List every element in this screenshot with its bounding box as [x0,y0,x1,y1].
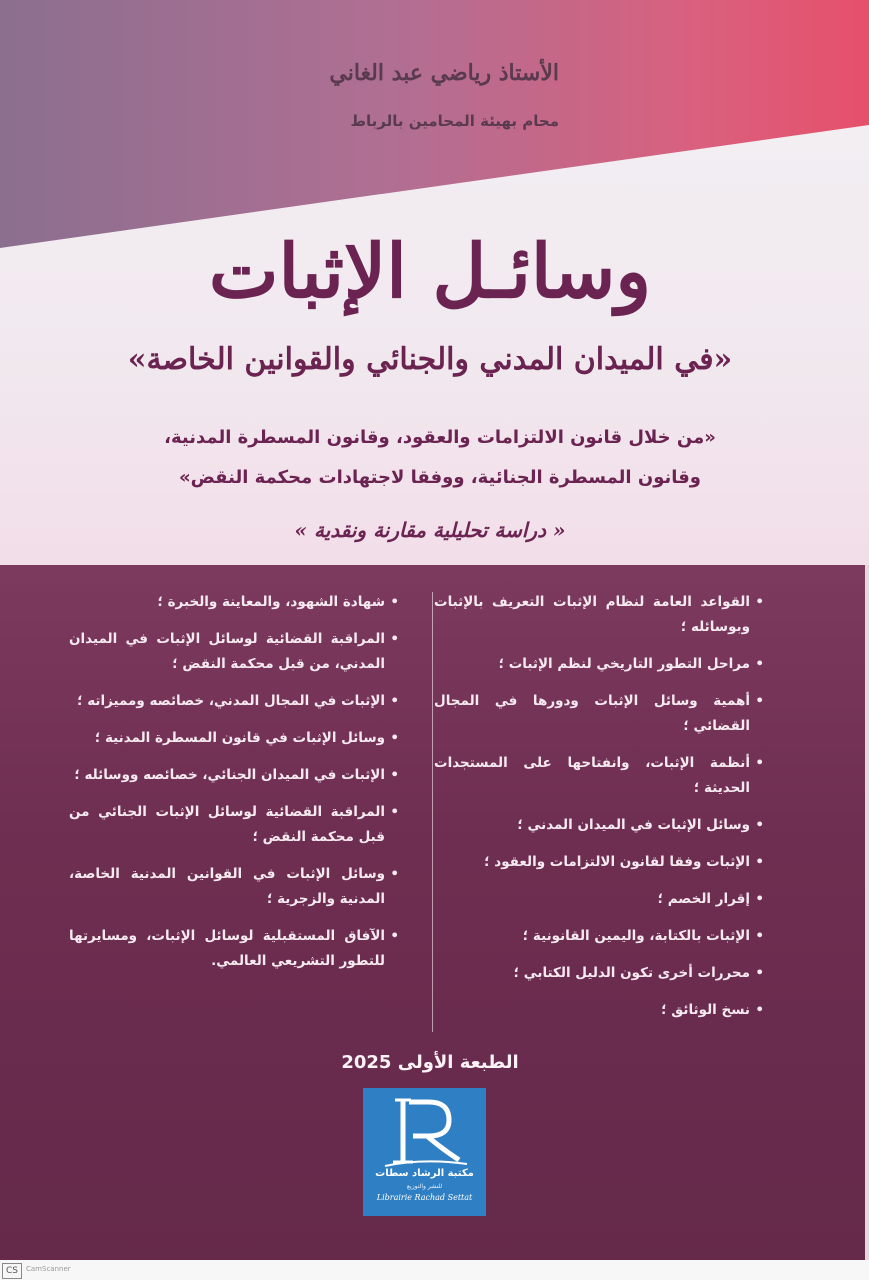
publisher-name-latin: Librairie Rachad Settat [376,1193,473,1202]
list-item: • القواعد العامة لنظام الإثبات التعريف بالإثبات وبوسائله ؛ [434,590,764,640]
list-item: • وسائل الإثبات في القوانين المدنية الخاصة، المدنية والزجرية ؛ [69,862,399,912]
list-item: • الآفاق المستقبلية لوسائل الإثبات، ومسايرتها للتطور التشريعي العالمي. [69,924,399,974]
list-item: • أهمية وسائل الإثبات ودورها في المجال القضائي ؛ [434,689,764,739]
list-item: • محررات أخرى تكون الدليل الكتابي ؛ [434,961,764,986]
list-item: • وسائل الإثبات في قانون المسطرة المدنية ؛ [69,726,399,751]
list-item: • مراحل التطور التاريخي لنظم الإثبات ؛ [434,652,764,677]
scanner-badge: CS [2,1263,22,1279]
list-item: • أنظمة الإثبات، وانفتاحها على المستجدات الحديثة ؛ [434,751,764,801]
column-divider [432,592,433,1032]
book-scope [140,418,740,498]
scope-line-2: وقانون المسطرة الجنائية، ووفقا لاجتهادات محكمة النقض» [179,467,701,488]
list-item: • نسخ الوثائق ؛ [434,998,764,1023]
publisher-logo [363,1088,486,1216]
contents-left-column [69,590,399,986]
author-name: الأستاذ رياضي عبد الغاني [329,60,559,86]
scanner-footer [0,1260,869,1280]
scanner-text: CamScanner [26,1265,71,1273]
list-item: • وسائل الإثبات في الميدان المدني ؛ [434,813,764,838]
list-item: • الإثبات وفقا لقانون الالتزامات والعقود ؛ [434,850,764,875]
list-item: • الإثبات في الميدان الجنائي، خصائصه ووسائله ؛ [69,763,399,788]
publisher-monogram-icon [363,1088,486,1170]
scope-line-1: «من خلال قانون الالتزامات والعقود، وقانون المسطرة المدنية، [164,427,716,448]
list-item: • إقرار الخصم ؛ [434,887,764,912]
book-title: وسائـل الإثبات [208,229,652,315]
list-item: • الإثبات بالكتابة، واليمين القانونية ؛ [434,924,764,949]
edition-label: الطبعة الأولى 2025 [341,1052,519,1073]
publisher-sub-ar: للنشر والتوزيع [406,1183,443,1190]
study-type: « دراسة تحليلية مقارنة ونقدية » [294,518,566,542]
list-item: • المراقبة القضائية لوسائل الإثبات في الميدان المدني، من قبل محكمة النقض ؛ [69,627,399,677]
contents-right-column [434,590,764,1035]
book-subtitle: «في الميدان المدني والجنائي والقوانين الخاصة» [127,342,733,377]
publisher-name-ar: مكتبة الرشاد سطات [375,1168,474,1179]
list-item: • المراقبة القضائية لوسائل الإثبات الجنائي من قبل محكمة النقض ؛ [69,800,399,850]
author-role: محام بهيئة المحامين بالرباط [350,112,559,130]
list-item: • شهادة الشهود، والمعاينة والخبرة ؛ [69,590,399,615]
list-item: • الإثبات في المجال المدني، خصائصه ومميزاته ؛ [69,689,399,714]
